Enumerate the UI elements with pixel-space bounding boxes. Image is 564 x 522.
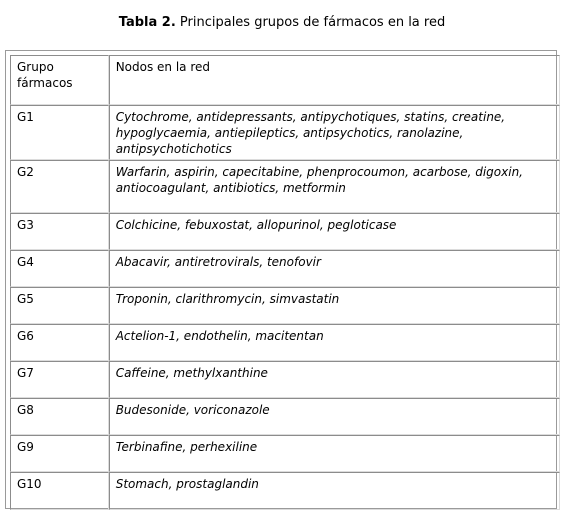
table-caption [0, 14, 564, 32]
group-cell: G7 [10, 361, 109, 398]
nodes-cell: Warfarin, aspirin, capecitabine, phenprocoumon, acarbose, digoxin, antiocoagulant, antibiotics, metformin [109, 160, 560, 213]
table-header-row [10, 55, 560, 105]
group-cell: G2 [10, 160, 109, 213]
group-cell: G3 [10, 213, 109, 250]
table-row [10, 213, 560, 250]
group-cell: G8 [10, 398, 109, 435]
nodes-cell: Abacavir, antiretrovirals, tenofovir [109, 250, 560, 287]
header-group: Grupo fármacos [10, 55, 109, 105]
table-row [10, 250, 560, 287]
nodes-cell: Caffeine, methylxanthine [109, 361, 560, 398]
table-row [10, 398, 560, 435]
table-row [10, 361, 560, 398]
group-cell: G5 [10, 287, 109, 324]
header-nodes: Nodos en la red [109, 55, 560, 105]
table-frame [5, 50, 557, 509]
table-row [10, 435, 560, 472]
group-cell: G9 [10, 435, 109, 472]
table-row [10, 324, 560, 361]
nodes-cell: Troponin, clarithromycin, simvastatin [109, 287, 560, 324]
table-row [10, 160, 560, 213]
nodes-cell: Actelion-1, endothelin, macitentan [109, 324, 560, 361]
group-cell: G6 [10, 324, 109, 361]
nodes-cell: Stomach, prostaglandin [109, 472, 560, 510]
drug-groups-table [10, 55, 560, 510]
nodes-cell: Terbinafine, perhexiline [109, 435, 560, 472]
nodes-cell: Cytochrome, antidepressants, antipychotiques, statins, creatine, hypoglycaemia, antiepileptics, antipsychotics, ranolazine, antipsychotichotics [109, 105, 560, 160]
caption-text: Principales grupos de fármacos en la red [179, 15, 446, 30]
caption-label: Tabla 2. [118, 15, 176, 30]
nodes-cell: Colchicine, febuxostat, allopurinol, pegloticase [109, 213, 560, 250]
table-row [10, 105, 560, 160]
group-cell: G4 [10, 250, 109, 287]
table-row [10, 287, 560, 324]
group-cell: G10 [10, 472, 109, 510]
nodes-cell: Budesonide, voriconazole [109, 398, 560, 435]
group-cell: G1 [10, 105, 109, 160]
table-row [10, 472, 560, 510]
